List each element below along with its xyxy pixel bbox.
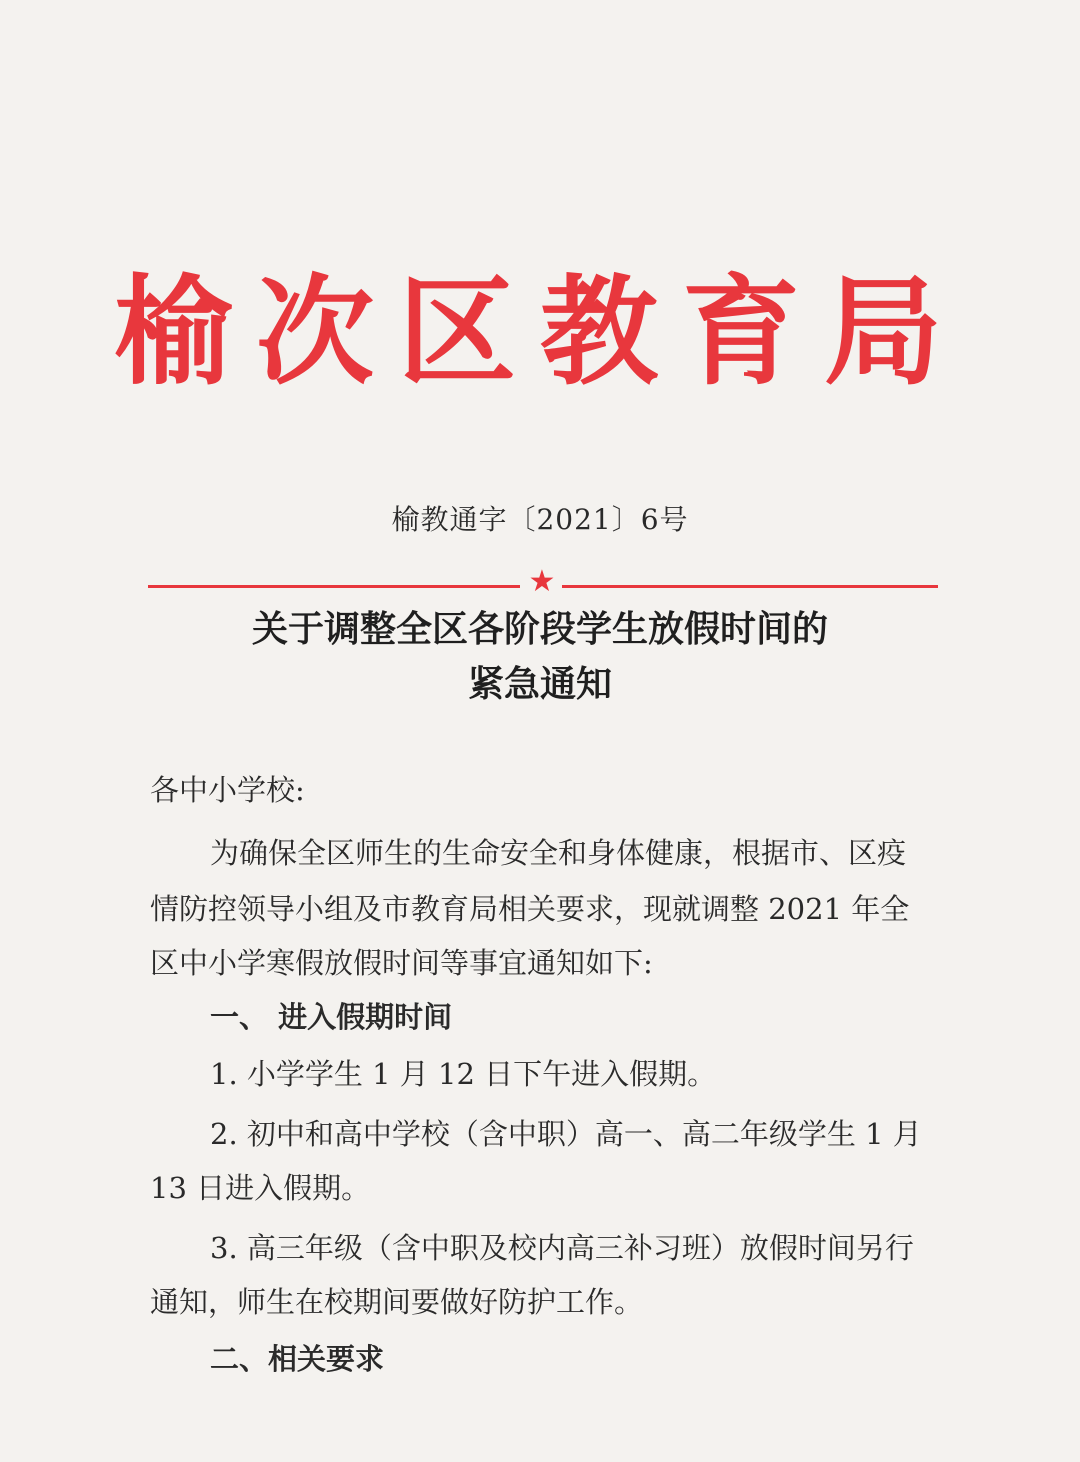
notice-title-line1: 关于调整全区各阶段学生放假时间的	[251, 609, 828, 650]
star-icon: ★	[528, 564, 556, 599]
red-divider-right	[562, 585, 938, 588]
issuer-header: 榆次区教育局	[113, 263, 966, 401]
section1-heading: 一、 进入假期时间	[210, 1000, 453, 1034]
section1-item2-line1: 2. 初中和高中学校（含中职）高一、高二年级学生 1 月	[210, 1117, 922, 1151]
salutation: 各中小学校:	[150, 773, 305, 807]
document-number: 榆教通字〔2021〕6号	[391, 503, 689, 536]
section1-item3-line2: 通知，师生在校期间要做好防护工作。	[150, 1285, 644, 1319]
section2-heading: 二、相关要求	[210, 1342, 385, 1376]
section1-item3-line1: 3. 高三年级（含中职及校内高三补习班）放假时间另行	[210, 1231, 914, 1265]
notice-title-line2: 紧急通知	[467, 664, 612, 705]
intro-line1: 为确保全区师生的生命安全和身体健康，根据市、区疫	[210, 836, 907, 870]
section1-item1: 1. 小学学生 1 月 12 日下午进入假期。	[210, 1057, 717, 1091]
intro-line2: 情防控领导小组及市教育局相关要求，现就调整 2021 年全	[150, 892, 910, 926]
intro-line3: 区中小学寒假放假时间等事宜通知如下:	[150, 946, 653, 980]
section1-item2-line2: 13 日进入假期。	[150, 1171, 371, 1205]
red-divider-left	[148, 585, 520, 588]
